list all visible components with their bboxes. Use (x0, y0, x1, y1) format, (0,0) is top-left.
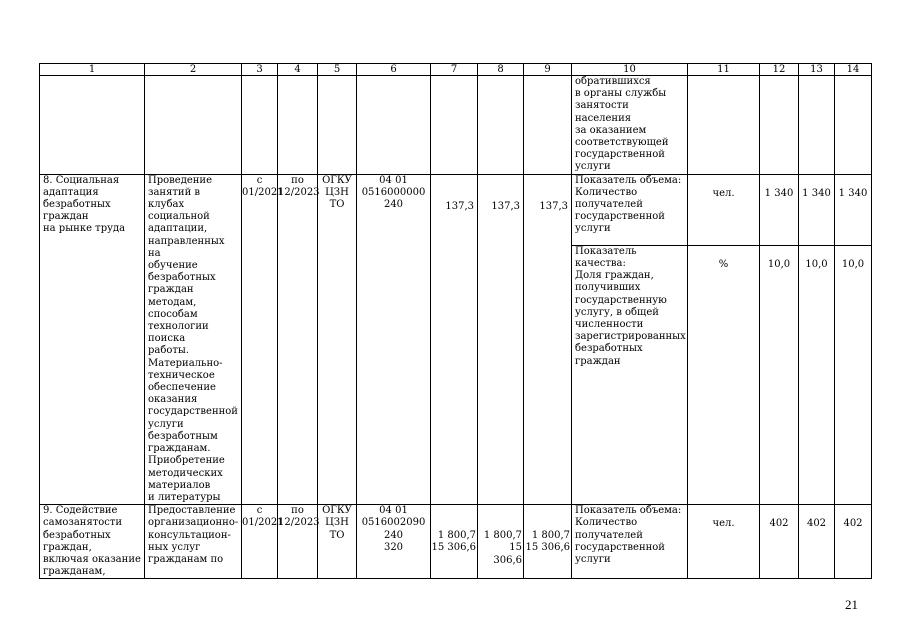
col-header: 3 (242, 64, 278, 76)
indicator-unit: чел. (688, 505, 760, 579)
col-header: 8 (478, 64, 524, 76)
executor: ОГКУ ЦЗН ТО (318, 174, 357, 504)
end-date: по 12/2023 (278, 505, 318, 579)
col-header: 1 (40, 64, 145, 76)
value-col14: 1 340 (835, 174, 872, 245)
value-col9: 137,3 (524, 174, 572, 504)
col-header: 10 (572, 64, 688, 76)
col-header: 12 (760, 64, 799, 76)
executor: ОГКУ ЦЗН ТО (318, 505, 357, 579)
col-header: 2 (145, 64, 242, 76)
col-header: 11 (688, 64, 760, 76)
col-header: 7 (431, 64, 478, 76)
value-col7: 1 800,7 15 306,6 (431, 505, 478, 579)
budget-code: 04 01 0516002090 240 320 (357, 505, 431, 579)
value-col14: 402 (835, 505, 872, 579)
start-date: с 01/2021 (242, 174, 278, 504)
col-header: 6 (357, 64, 431, 76)
value-col13: 10,0 (799, 245, 835, 504)
col-header: 9 (524, 64, 572, 76)
indicator-text: Показатель объема: Количество получателей государственной услуги (572, 505, 688, 579)
budget-code: 04 01 0516000000 240 (357, 174, 431, 504)
value-col9: 1 800,7 15 306,6 (524, 505, 572, 579)
column-number-row (40, 64, 872, 76)
activity-description: Проведение занятий в клубах социальной адаптации, направленных на обучение безработных граждан методам, способам технологии поиска работы. Материально- техническое обеспечение оказания государственной услуги безработным гражданам. Приобретение методических материалов и литературы (145, 174, 242, 504)
activity-name: 9. Содействие самозанятости безработных граждан, включая оказание гражданам, (40, 505, 145, 579)
value-col7: 137,3 (431, 174, 478, 504)
value-col8: 1 800,7 15 306,6 (478, 505, 524, 579)
col-header: 13 (799, 64, 835, 76)
table-row (40, 174, 872, 245)
continuation-row (40, 76, 872, 175)
value-col12: 402 (760, 505, 799, 579)
activity-name: 8. Социальная адаптация безработных граждан на рынке труда (40, 174, 145, 504)
value-col13: 1 340 (799, 174, 835, 245)
page-number: 21 (845, 597, 858, 612)
value-col12: 1 340 (760, 174, 799, 245)
value-col13: 402 (799, 505, 835, 579)
indicator-text: Показатель объема: Количество получателей государственной услуги (572, 174, 688, 245)
col-header: 14 (835, 64, 872, 76)
indicator-unit: % (688, 245, 760, 504)
program-table (39, 63, 872, 579)
end-date: по 12/2023 (278, 174, 318, 504)
col-header: 4 (278, 64, 318, 76)
value-col12: 10,0 (760, 245, 799, 504)
indicator-unit: чел. (688, 174, 760, 245)
activity-description: Предоставление организационно- консультацион- ных услуг гражданам по (145, 505, 242, 579)
value-col14: 10,0 (835, 245, 872, 504)
table-row (40, 505, 872, 579)
col-header: 5 (318, 64, 357, 76)
indicator-text: Показатель качества: Доля граждан, получивших государственную услугу, в общей численности зарегистрированных безработных граждан (572, 245, 688, 504)
value-col8: 137,3 (478, 174, 524, 504)
start-date: с 01/2021 (242, 505, 278, 579)
indicator-text: обратившихся в органы службы занятости населения за оказанием соответствующей государственной услуги (572, 76, 688, 175)
